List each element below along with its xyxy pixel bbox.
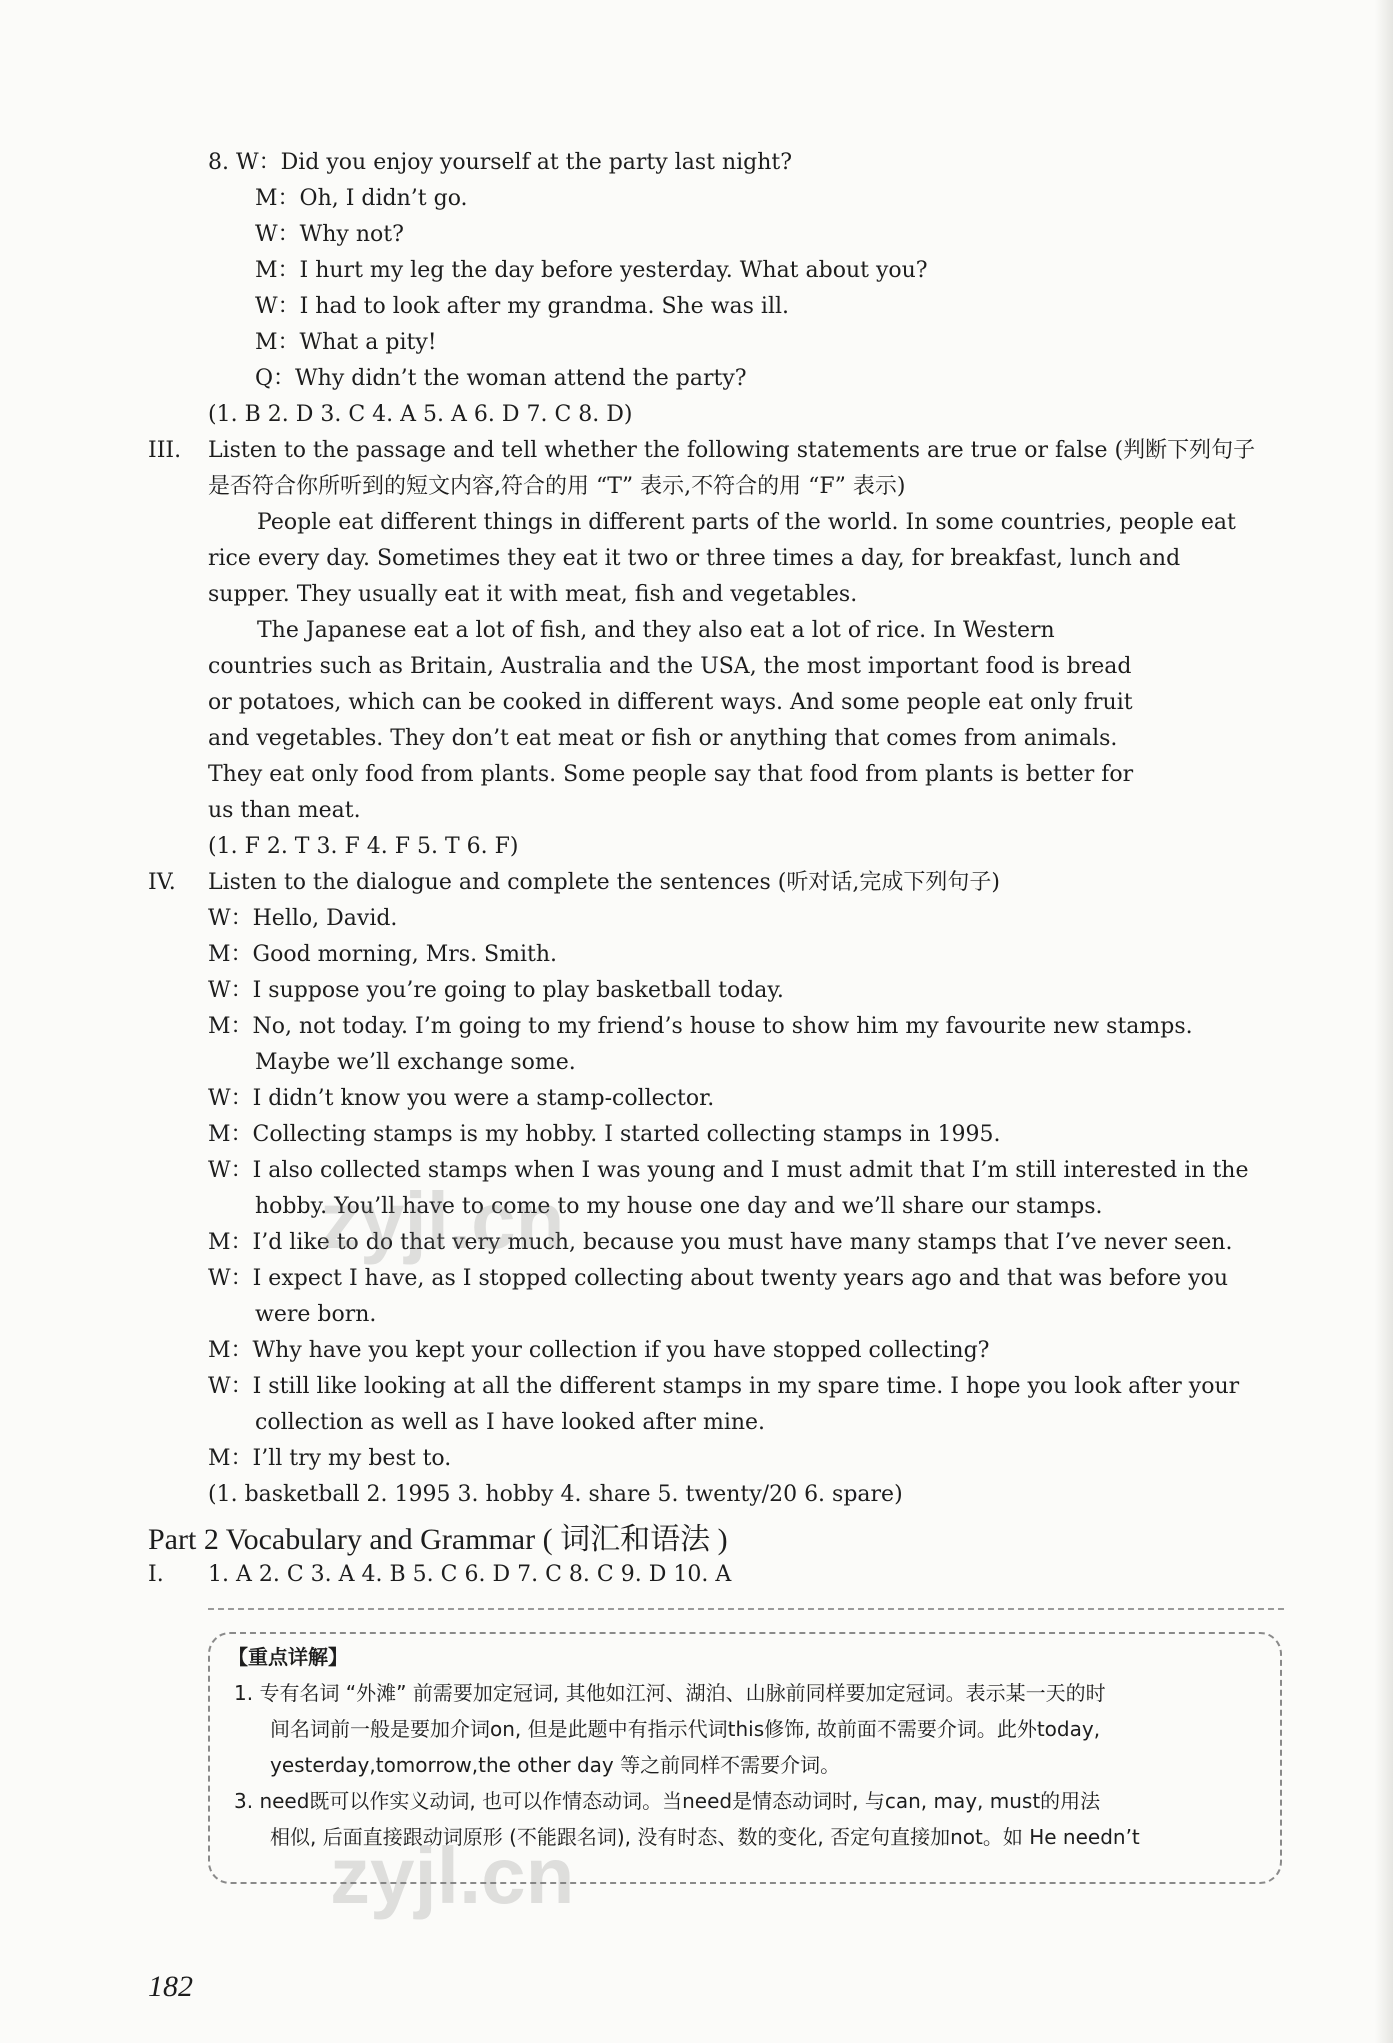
speaker: W： — [236, 150, 281, 175]
speaker: W： — [208, 1266, 253, 1291]
speaker: W： — [208, 978, 253, 1003]
utterance: were born. — [255, 1302, 377, 1327]
speaker: M： — [208, 1122, 253, 1147]
key-points-title: 【重点详解】 — [228, 1645, 348, 1669]
dialogue8-line-7 — [255, 364, 747, 394]
passage-p2-line-3: or potatoes, which can be cooked in different ways. And some people eat only fruit — [208, 690, 1133, 715]
item-number: 8. — [208, 150, 229, 175]
utterance: Why not? — [299, 222, 404, 247]
dialogue-line — [208, 1084, 714, 1114]
speaker: M： — [208, 1338, 253, 1363]
dialogue-line — [208, 1120, 1000, 1150]
dialogue8-line-6 — [255, 328, 437, 358]
key-points-line-5: 相似, 后面直接跟动词原形 (不能跟名词), 没有时态、数的变化, 否定句直接加not。如 He needn’t — [270, 1825, 1140, 1849]
speaker: W： — [208, 1086, 253, 1111]
speaker: W： — [208, 906, 253, 931]
passage-p2-line-4: and vegetables. They don’t eat meat or fish or anything that comes from animals. — [208, 726, 1118, 751]
utterance: Collecting stamps is my hobby. I started collecting stamps in 1995. — [252, 1122, 1001, 1147]
speaker: W： — [208, 1374, 253, 1399]
answers-section3: (1. F 2. T 3. F 4. F 5. T 6. F) — [208, 834, 519, 859]
utterance: hobby. You’ll have to come to my house one day and we’ll share our stamps. — [255, 1194, 1103, 1219]
dialogue-line-continued — [255, 1048, 576, 1078]
dialogue8-line-1 — [208, 148, 792, 178]
dialogue-line — [208, 940, 557, 970]
passage-p1-line-3: supper. They usually eat it with meat, fish and vegetables. — [208, 582, 858, 607]
speaker: M： — [208, 1014, 253, 1039]
key-points-line-1: 1. 专有名词 “外滩” 前需要加定冠词, 其他如江河、湖泊、山脉前同样要加定冠词。表示某一天的时 — [234, 1681, 1106, 1705]
speaker: M： — [208, 942, 253, 967]
dialogue-line — [208, 1012, 1193, 1042]
dialogue8-line-4 — [255, 256, 928, 286]
utterance: Did you enjoy yourself at the party last night? — [280, 150, 793, 175]
utterance: I didn’t know you were a stamp-collector. — [252, 1086, 715, 1111]
section3-instruction-1: Listen to the passage and tell whether the following statements are true or false (判断下列句子 — [208, 438, 1256, 463]
answers-section2: (1. B 2. D 3. C 4. A 5. A 6. D 7. C 8. D) — [208, 402, 633, 427]
utterance: Oh, I didn’t go. — [299, 186, 468, 211]
speaker: M： — [255, 258, 300, 283]
utterance: I had to look after my grandma. She was ill. — [299, 294, 790, 319]
page-edge-shadow — [1375, 0, 1393, 2043]
utterance: Why didn’t the woman attend the party? — [295, 366, 747, 391]
speaker: W： — [255, 294, 300, 319]
key-points-line-3: yesterday,tomorrow,the other day 等之前同样不需要介词。 — [270, 1753, 841, 1777]
dialogue8-line-3 — [255, 220, 404, 250]
section4-instruction: Listen to the dialogue and complete the sentences (听对话,完成下列句子) — [208, 870, 1000, 895]
part2-answers: 1. A 2. C 3. A 4. B 5. C 6. D 7. C 8. C 9. D 10. A — [208, 1562, 732, 1587]
key-points-line-2: 间名词前一般是要加介词on, 但是此题中有指示代词this修饰, 故前面不需要介词。此外today, — [270, 1717, 1101, 1741]
speaker: Q： — [255, 366, 296, 391]
utterance: I hurt my leg the day before yesterday. What about you? — [299, 258, 928, 283]
part2-heading: Part 2 Vocabulary and Grammar ( 词汇和语法 ) — [148, 1523, 728, 1556]
speaker: M： — [208, 1446, 253, 1471]
watermark: zyjl.cn — [320, 1176, 565, 1265]
dialogue-line — [208, 904, 397, 934]
speaker: M： — [255, 186, 300, 211]
passage-p1-line-2: rice every day. Sometimes they eat it two or three times a day, for breakfast, lunch and — [208, 546, 1181, 571]
dialogue8-line-2 — [255, 184, 468, 214]
key-points-line-4: 3. need既可以作实义动词, 也可以作情态动词。当need是情态动词时, 与can, may, must的用法 — [234, 1789, 1101, 1813]
dialogue-line — [208, 1444, 451, 1474]
dialogue-line — [208, 1264, 1228, 1294]
utterance: I also collected stamps when I was young and I must admit that I’m still interested in the — [252, 1158, 1249, 1183]
utterance: collection as well as I have looked after mine. — [255, 1410, 766, 1435]
passage-p2-line-6: us than meat. — [208, 798, 361, 823]
answers-section4: (1. basketball 2. 1995 3. hobby 4. share 5. twenty/20 6. spare) — [208, 1482, 903, 1507]
utterance: I suppose you’re going to play basketball today. — [252, 978, 784, 1003]
dialogue-line-continued — [255, 1300, 376, 1330]
watermark: zyjl.cn — [330, 1831, 575, 1920]
part2-number: I. — [148, 1562, 164, 1587]
dialogue-line — [208, 1336, 989, 1366]
dialogue-line — [208, 1372, 1239, 1402]
passage-p2-line-1: The Japanese eat a lot of fish, and they also eat a lot of rice. In Western — [257, 618, 1055, 643]
speaker: M： — [208, 1230, 253, 1255]
utterance: I’ll try my best to. — [252, 1446, 452, 1471]
utterance: Good morning, Mrs. Smith. — [252, 942, 558, 967]
dialogue-line — [208, 976, 784, 1006]
dialogue8-line-5 — [255, 292, 789, 322]
utterance: No, not today. I’m going to my friend’s house to show him my favourite new stamps. — [252, 1014, 1193, 1039]
speaker: W： — [208, 1158, 253, 1183]
utterance: What a pity! — [299, 330, 437, 355]
utterance: I still like looking at all the different stamps in my spare time. I hope you look after your — [252, 1374, 1240, 1399]
dialogue-line-continued — [255, 1408, 765, 1438]
utterance: Why have you kept your collection if you have stopped collecting? — [252, 1338, 990, 1363]
section3-number: III. — [148, 438, 182, 463]
speaker: W： — [255, 222, 300, 247]
speaker: M： — [255, 330, 300, 355]
utterance: Maybe we’ll exchange some. — [255, 1050, 576, 1075]
section4-number: IV. — [148, 870, 176, 895]
utterance: I expect I have, as I stopped collecting about twenty years ago and that was before you — [252, 1266, 1229, 1291]
passage-p1-line-1: People eat different things in different parts of the world. In some countries, people eat — [257, 510, 1236, 535]
dashed-divider — [208, 1608, 1284, 1610]
section3-instruction-2: 是否符合你所听到的短文内容,符合的用 “T” 表示,不符合的用 “F” 表示) — [208, 474, 906, 499]
passage-p2-line-5: They eat only food from plants. Some people say that food from plants is better for — [208, 762, 1134, 787]
page-number: 182 — [148, 1970, 193, 2003]
utterance: Hello, David. — [252, 906, 398, 931]
utterance: I’d like to do that very much, because you must have many stamps that I’ve never seen. — [252, 1230, 1233, 1255]
passage-p2-line-2: countries such as Britain, Australia and the USA, the most important food is bread — [208, 654, 1132, 679]
